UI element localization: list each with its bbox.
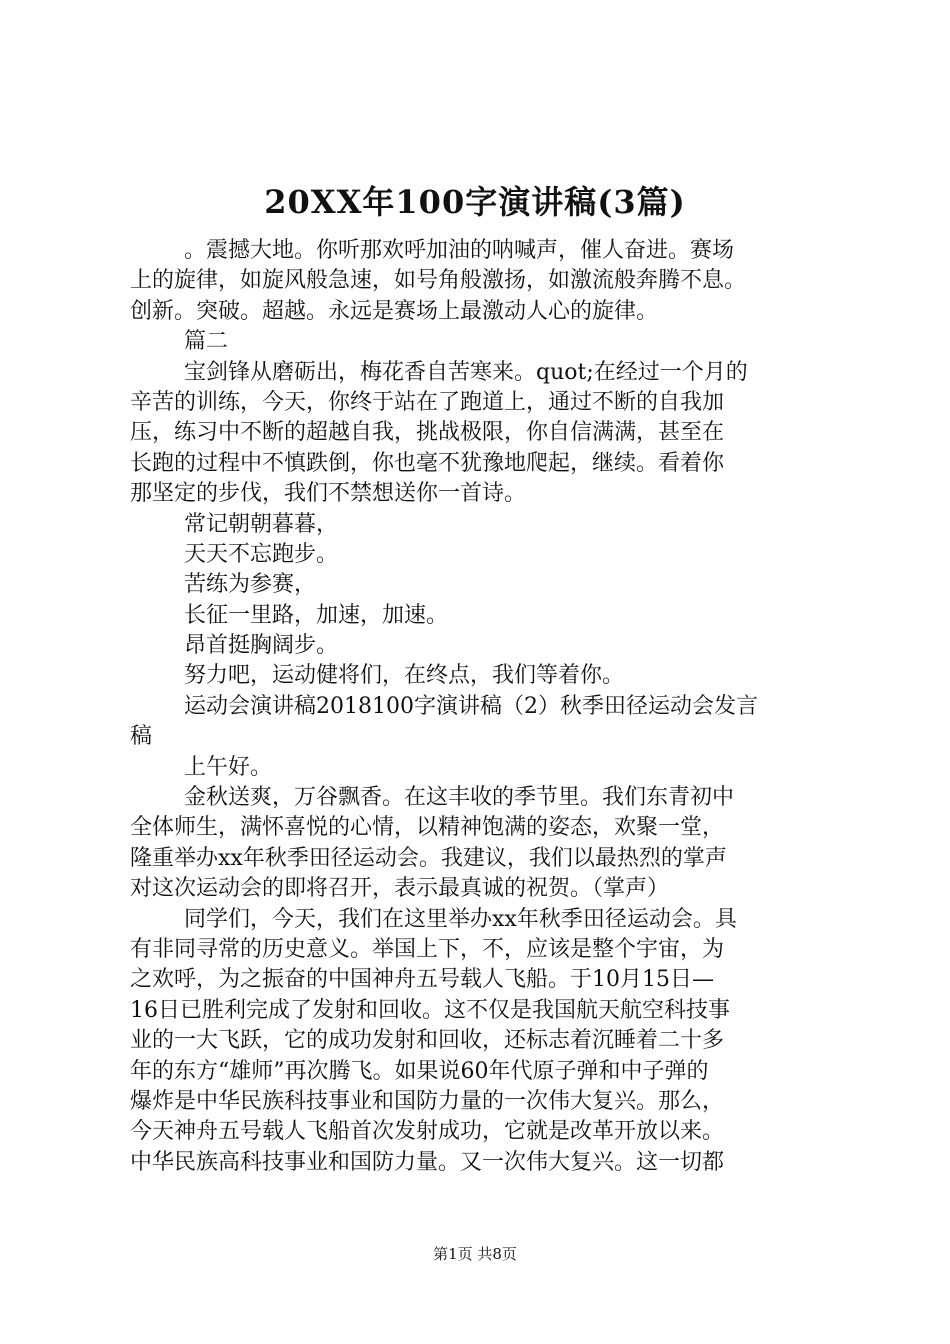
text-line: 对这次运动会的即将召开，表示最真诚的祝贺。（掌声） xyxy=(130,876,670,902)
text-line: 金秋送爽，万谷飘香。在这丰收的季节里。我们东青初中 xyxy=(184,785,735,811)
text-line: 16日已胜利完成了发射和回收。这不仅是我国航天航空科技事 xyxy=(130,997,730,1023)
text-line: 压，练习中不断的超越自我，挑战极限，你自信满满，甚至在 xyxy=(130,420,725,446)
text-line: 长征一里路，加速，加速。 xyxy=(184,602,449,628)
text-line: 苦练为参赛， xyxy=(184,572,317,598)
text-line: 全体师生，满怀喜悦的心情，以精神饱满的姿态，欢聚一堂， xyxy=(130,815,725,841)
text-line: 创新。突破。超越。永远是赛场上最激动人心的旋律。 xyxy=(130,298,659,324)
text-line: 上的旋律，如旋风般急速，如号角般激扬，如激流般奔腾不息。 xyxy=(130,268,747,294)
document-body xyxy=(130,236,830,1178)
text-line: 宝剑锋从磨砺出，梅花香自苦寒来。quot;在经过一个月的 xyxy=(184,359,748,385)
text-line: 天天不忘跑步。 xyxy=(184,541,339,567)
page-footer: 第1页 共8页 xyxy=(433,1245,517,1263)
text-line: 爆炸是中华民族科技事业和国防力量的一次伟大复兴。那么， xyxy=(130,1088,725,1114)
text-line: 运动会演讲稿2018100字演讲稿（2）秋季田径运动会发言 xyxy=(184,693,758,719)
text-line: 上午好。 xyxy=(184,754,273,780)
text-line: 常记朝朝暮暮， xyxy=(184,511,339,537)
text-line: 长跑的过程中不慎跌倒，你也毫不犹豫地爬起，继续。看着你 xyxy=(130,450,725,476)
text-line: 之欢呼，为之振奋的中国神舟五号载人飞船。于10月15日— xyxy=(130,967,714,993)
text-line: 年的东方“雄师”再次腾飞。如果说60年代原子弹和中子弹的 xyxy=(130,1058,709,1084)
text-line: 。震撼大地。你听那欢呼加油的呐喊声，催人奋进。赛场 xyxy=(184,238,735,263)
text-line: 稿 xyxy=(130,724,153,750)
text-line: 中华民族高科技事业和国防力量。又一次伟大复兴。这一切都 xyxy=(130,1149,725,1175)
text-line: 辛苦的训练，今天，你终于站在了跑道上，通过不断的自我加 xyxy=(130,389,725,415)
text-line: 业的一大飞跃，它的成功发射和回收，还标志着沉睡着二十多 xyxy=(130,1028,725,1054)
text-line: 昂首挺胸阔步。 xyxy=(184,633,339,659)
text-line: 那坚定的步伐，我们不禁想送你一首诗。 xyxy=(130,481,527,507)
page-title: 20XX年100字演讲稿(3篇) xyxy=(264,183,686,221)
text-line: 篇二 xyxy=(184,329,229,355)
text-line: 努力吧，运动健将们，在终点，我们等着你。 xyxy=(184,663,625,689)
text-line: 今天神舟五号载人飞船首次发射成功，它就是改革开放以来。 xyxy=(130,1119,725,1145)
text-line: 有非同寻常的历史意义。举国上下，不，应该是整个宇宙，为 xyxy=(130,936,725,962)
text-line: 隆重举办xx年秋季田径运动会。我建议，我们以最热烈的掌声 xyxy=(130,845,727,871)
text-line: 同学们，今天，我们在这里举办xx年秋季田径运动会。具 xyxy=(184,906,737,932)
